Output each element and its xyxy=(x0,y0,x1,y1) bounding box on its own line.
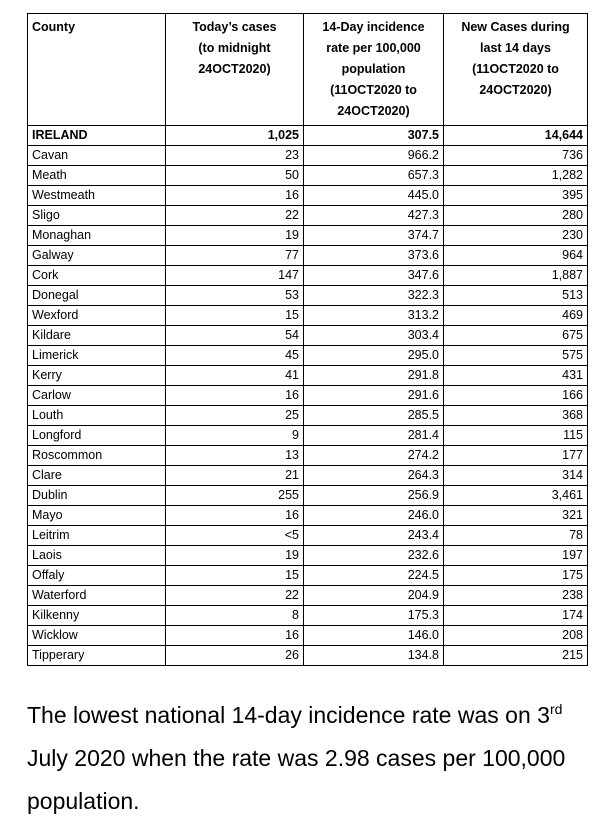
header-line: New Cases during xyxy=(461,20,570,34)
todays-cases-cell: 23 xyxy=(166,146,304,166)
header-new-cases-14-days xyxy=(444,14,588,126)
header-line: Today’s cases xyxy=(192,20,277,34)
new-cases-cell: 736 xyxy=(444,146,588,166)
new-cases-cell: 368 xyxy=(444,406,588,426)
table-row xyxy=(28,506,588,526)
county-cell: Clare xyxy=(28,466,166,486)
county-cell: Wicklow xyxy=(28,626,166,646)
new-cases-cell: 174 xyxy=(444,606,588,626)
table-row xyxy=(28,646,588,666)
county-cell: Sligo xyxy=(28,206,166,226)
footnote-text-end: July 2020 when the rate was 2.98 cases per 100,000 population. xyxy=(27,745,566,814)
new-cases-cell: 513 xyxy=(444,286,588,306)
todays-cases-cell: 21 xyxy=(166,466,304,486)
table-row xyxy=(28,346,588,366)
todays-cases-cell: 16 xyxy=(166,506,304,526)
county-cell: Donegal xyxy=(28,286,166,306)
incidence-rate-cell: 232.6 xyxy=(304,546,444,566)
new-cases-cell: 14,644 xyxy=(444,126,588,146)
todays-cases-cell: 15 xyxy=(166,306,304,326)
new-cases-cell: 115 xyxy=(444,426,588,446)
new-cases-cell: 238 xyxy=(444,586,588,606)
incidence-rate-cell: 291.8 xyxy=(304,366,444,386)
footnote-text xyxy=(27,694,597,823)
county-cell: Galway xyxy=(28,246,166,266)
new-cases-cell: 321 xyxy=(444,506,588,526)
new-cases-cell: 215 xyxy=(444,646,588,666)
county-cell: Offaly xyxy=(28,566,166,586)
county-cell: Cork xyxy=(28,266,166,286)
header-line: last 14 days xyxy=(480,41,551,55)
incidence-rate-cell: 274.2 xyxy=(304,446,444,466)
county-cell: Longford xyxy=(28,426,166,446)
todays-cases-cell: 26 xyxy=(166,646,304,666)
county-cell: Dublin xyxy=(28,486,166,506)
table-header-row xyxy=(28,14,588,126)
table-row xyxy=(28,246,588,266)
new-cases-cell: 230 xyxy=(444,226,588,246)
todays-cases-cell: 147 xyxy=(166,266,304,286)
table-body xyxy=(28,126,588,666)
todays-cases-cell: 22 xyxy=(166,206,304,226)
todays-cases-cell: 41 xyxy=(166,366,304,386)
new-cases-cell: 280 xyxy=(444,206,588,226)
new-cases-cell: 964 xyxy=(444,246,588,266)
incidence-rate-cell: 427.3 xyxy=(304,206,444,226)
header-line: County xyxy=(32,20,76,34)
county-cell: Louth xyxy=(28,406,166,426)
header-line: 24OCT2020) xyxy=(479,83,552,97)
incidence-rate-cell: 303.4 xyxy=(304,326,444,346)
incidence-rate-cell: 243.4 xyxy=(304,526,444,546)
new-cases-cell: 575 xyxy=(444,346,588,366)
new-cases-cell: 675 xyxy=(444,326,588,346)
header-line: (to midnight xyxy=(198,41,271,55)
incidence-rate-cell: 307.5 xyxy=(304,126,444,146)
incidence-rate-cell: 322.3 xyxy=(304,286,444,306)
county-cell: Laois xyxy=(28,546,166,566)
header-county xyxy=(28,14,166,126)
new-cases-cell: 431 xyxy=(444,366,588,386)
todays-cases-cell: 22 xyxy=(166,586,304,606)
incidence-rate-cell: 295.0 xyxy=(304,346,444,366)
new-cases-cell: 208 xyxy=(444,626,588,646)
incidence-rate-cell: 347.6 xyxy=(304,266,444,286)
todays-cases-cell: 50 xyxy=(166,166,304,186)
new-cases-cell: 175 xyxy=(444,566,588,586)
table-row xyxy=(28,446,588,466)
table-row xyxy=(28,146,588,166)
county-cell: Kilkenny xyxy=(28,606,166,626)
header-incidence-rate xyxy=(304,14,444,126)
incidence-rate-cell: 256.9 xyxy=(304,486,444,506)
table-row xyxy=(28,466,588,486)
incidence-rate-cell: 204.9 xyxy=(304,586,444,606)
todays-cases-cell: 9 xyxy=(166,426,304,446)
todays-cases-cell: 15 xyxy=(166,566,304,586)
incidence-rate-cell: 313.2 xyxy=(304,306,444,326)
new-cases-cell: 166 xyxy=(444,386,588,406)
county-cell: Kerry xyxy=(28,366,166,386)
county-cell: Monaghan xyxy=(28,226,166,246)
header-line: rate per 100,000 xyxy=(326,41,421,55)
incidence-rate-cell: 374.7 xyxy=(304,226,444,246)
incidence-rate-cell: 281.4 xyxy=(304,426,444,446)
new-cases-cell: 177 xyxy=(444,446,588,466)
todays-cases-cell: 255 xyxy=(166,486,304,506)
table-row xyxy=(28,526,588,546)
table-row xyxy=(28,606,588,626)
incidence-rate-cell: 246.0 xyxy=(304,506,444,526)
county-cell: Leitrim xyxy=(28,526,166,546)
todays-cases-cell: 25 xyxy=(166,406,304,426)
table-row xyxy=(28,406,588,426)
todays-cases-cell: <5 xyxy=(166,526,304,546)
incidence-rate-cell: 445.0 xyxy=(304,186,444,206)
county-cell: Cavan xyxy=(28,146,166,166)
new-cases-cell: 314 xyxy=(444,466,588,486)
county-cases-table xyxy=(27,13,588,666)
county-cell: Wexford xyxy=(28,306,166,326)
incidence-rate-cell: 146.0 xyxy=(304,626,444,646)
header-line: (11OCT2020 to xyxy=(472,62,559,76)
todays-cases-cell: 53 xyxy=(166,286,304,306)
todays-cases-cell: 16 xyxy=(166,386,304,406)
todays-cases-cell: 16 xyxy=(166,626,304,646)
table-row xyxy=(28,546,588,566)
new-cases-cell: 78 xyxy=(444,526,588,546)
table-row xyxy=(28,306,588,326)
table-row xyxy=(28,486,588,506)
table-row xyxy=(28,226,588,246)
incidence-rate-cell: 224.5 xyxy=(304,566,444,586)
todays-cases-cell: 77 xyxy=(166,246,304,266)
incidence-rate-cell: 175.3 xyxy=(304,606,444,626)
header-line: 24OCT2020) xyxy=(337,104,410,118)
table-row xyxy=(28,326,588,346)
header-line: 24OCT2020) xyxy=(198,62,271,76)
header-line: (11OCT2020 to xyxy=(330,83,417,97)
county-cell: Carlow xyxy=(28,386,166,406)
todays-cases-cell: 45 xyxy=(166,346,304,366)
header-line: population xyxy=(341,62,406,76)
county-cell: Kildare xyxy=(28,326,166,346)
new-cases-cell: 3,461 xyxy=(444,486,588,506)
table-row xyxy=(28,586,588,606)
table-row xyxy=(28,626,588,646)
table-row xyxy=(28,166,588,186)
new-cases-cell: 197 xyxy=(444,546,588,566)
county-cell: Westmeath xyxy=(28,186,166,206)
incidence-rate-cell: 291.6 xyxy=(304,386,444,406)
county-cell: IRELAND xyxy=(28,126,166,146)
table-row xyxy=(28,206,588,226)
footnote-ordinal-suffix: rd xyxy=(549,701,563,717)
todays-cases-cell: 19 xyxy=(166,226,304,246)
incidence-rate-cell: 657.3 xyxy=(304,166,444,186)
table-row xyxy=(28,426,588,446)
todays-cases-cell: 54 xyxy=(166,326,304,346)
table-row xyxy=(28,386,588,406)
incidence-rate-cell: 966.2 xyxy=(304,146,444,166)
county-cell: Meath xyxy=(28,166,166,186)
todays-cases-cell: 19 xyxy=(166,546,304,566)
table-row xyxy=(28,366,588,386)
header-line: 14-Day incidence xyxy=(322,20,425,34)
footnote-text-start: The lowest national 14-day incidence rate was on 3 xyxy=(27,702,550,728)
incidence-rate-cell: 134.8 xyxy=(304,646,444,666)
county-cell: Mayo xyxy=(28,506,166,526)
county-cell: Roscommon xyxy=(28,446,166,466)
todays-cases-cell: 8 xyxy=(166,606,304,626)
todays-cases-cell: 13 xyxy=(166,446,304,466)
table-row xyxy=(28,186,588,206)
table-row xyxy=(28,126,588,146)
new-cases-cell: 1,887 xyxy=(444,266,588,286)
county-cell: Waterford xyxy=(28,586,166,606)
new-cases-cell: 1,282 xyxy=(444,166,588,186)
county-cell: Tipperary xyxy=(28,646,166,666)
todays-cases-cell: 16 xyxy=(166,186,304,206)
incidence-rate-cell: 373.6 xyxy=(304,246,444,266)
header-todays-cases xyxy=(166,14,304,126)
todays-cases-cell: 1,025 xyxy=(166,126,304,146)
county-cell: Limerick xyxy=(28,346,166,366)
table-row xyxy=(28,566,588,586)
new-cases-cell: 469 xyxy=(444,306,588,326)
new-cases-cell: 395 xyxy=(444,186,588,206)
table-row xyxy=(28,266,588,286)
table-row xyxy=(28,286,588,306)
incidence-rate-cell: 285.5 xyxy=(304,406,444,426)
incidence-rate-cell: 264.3 xyxy=(304,466,444,486)
